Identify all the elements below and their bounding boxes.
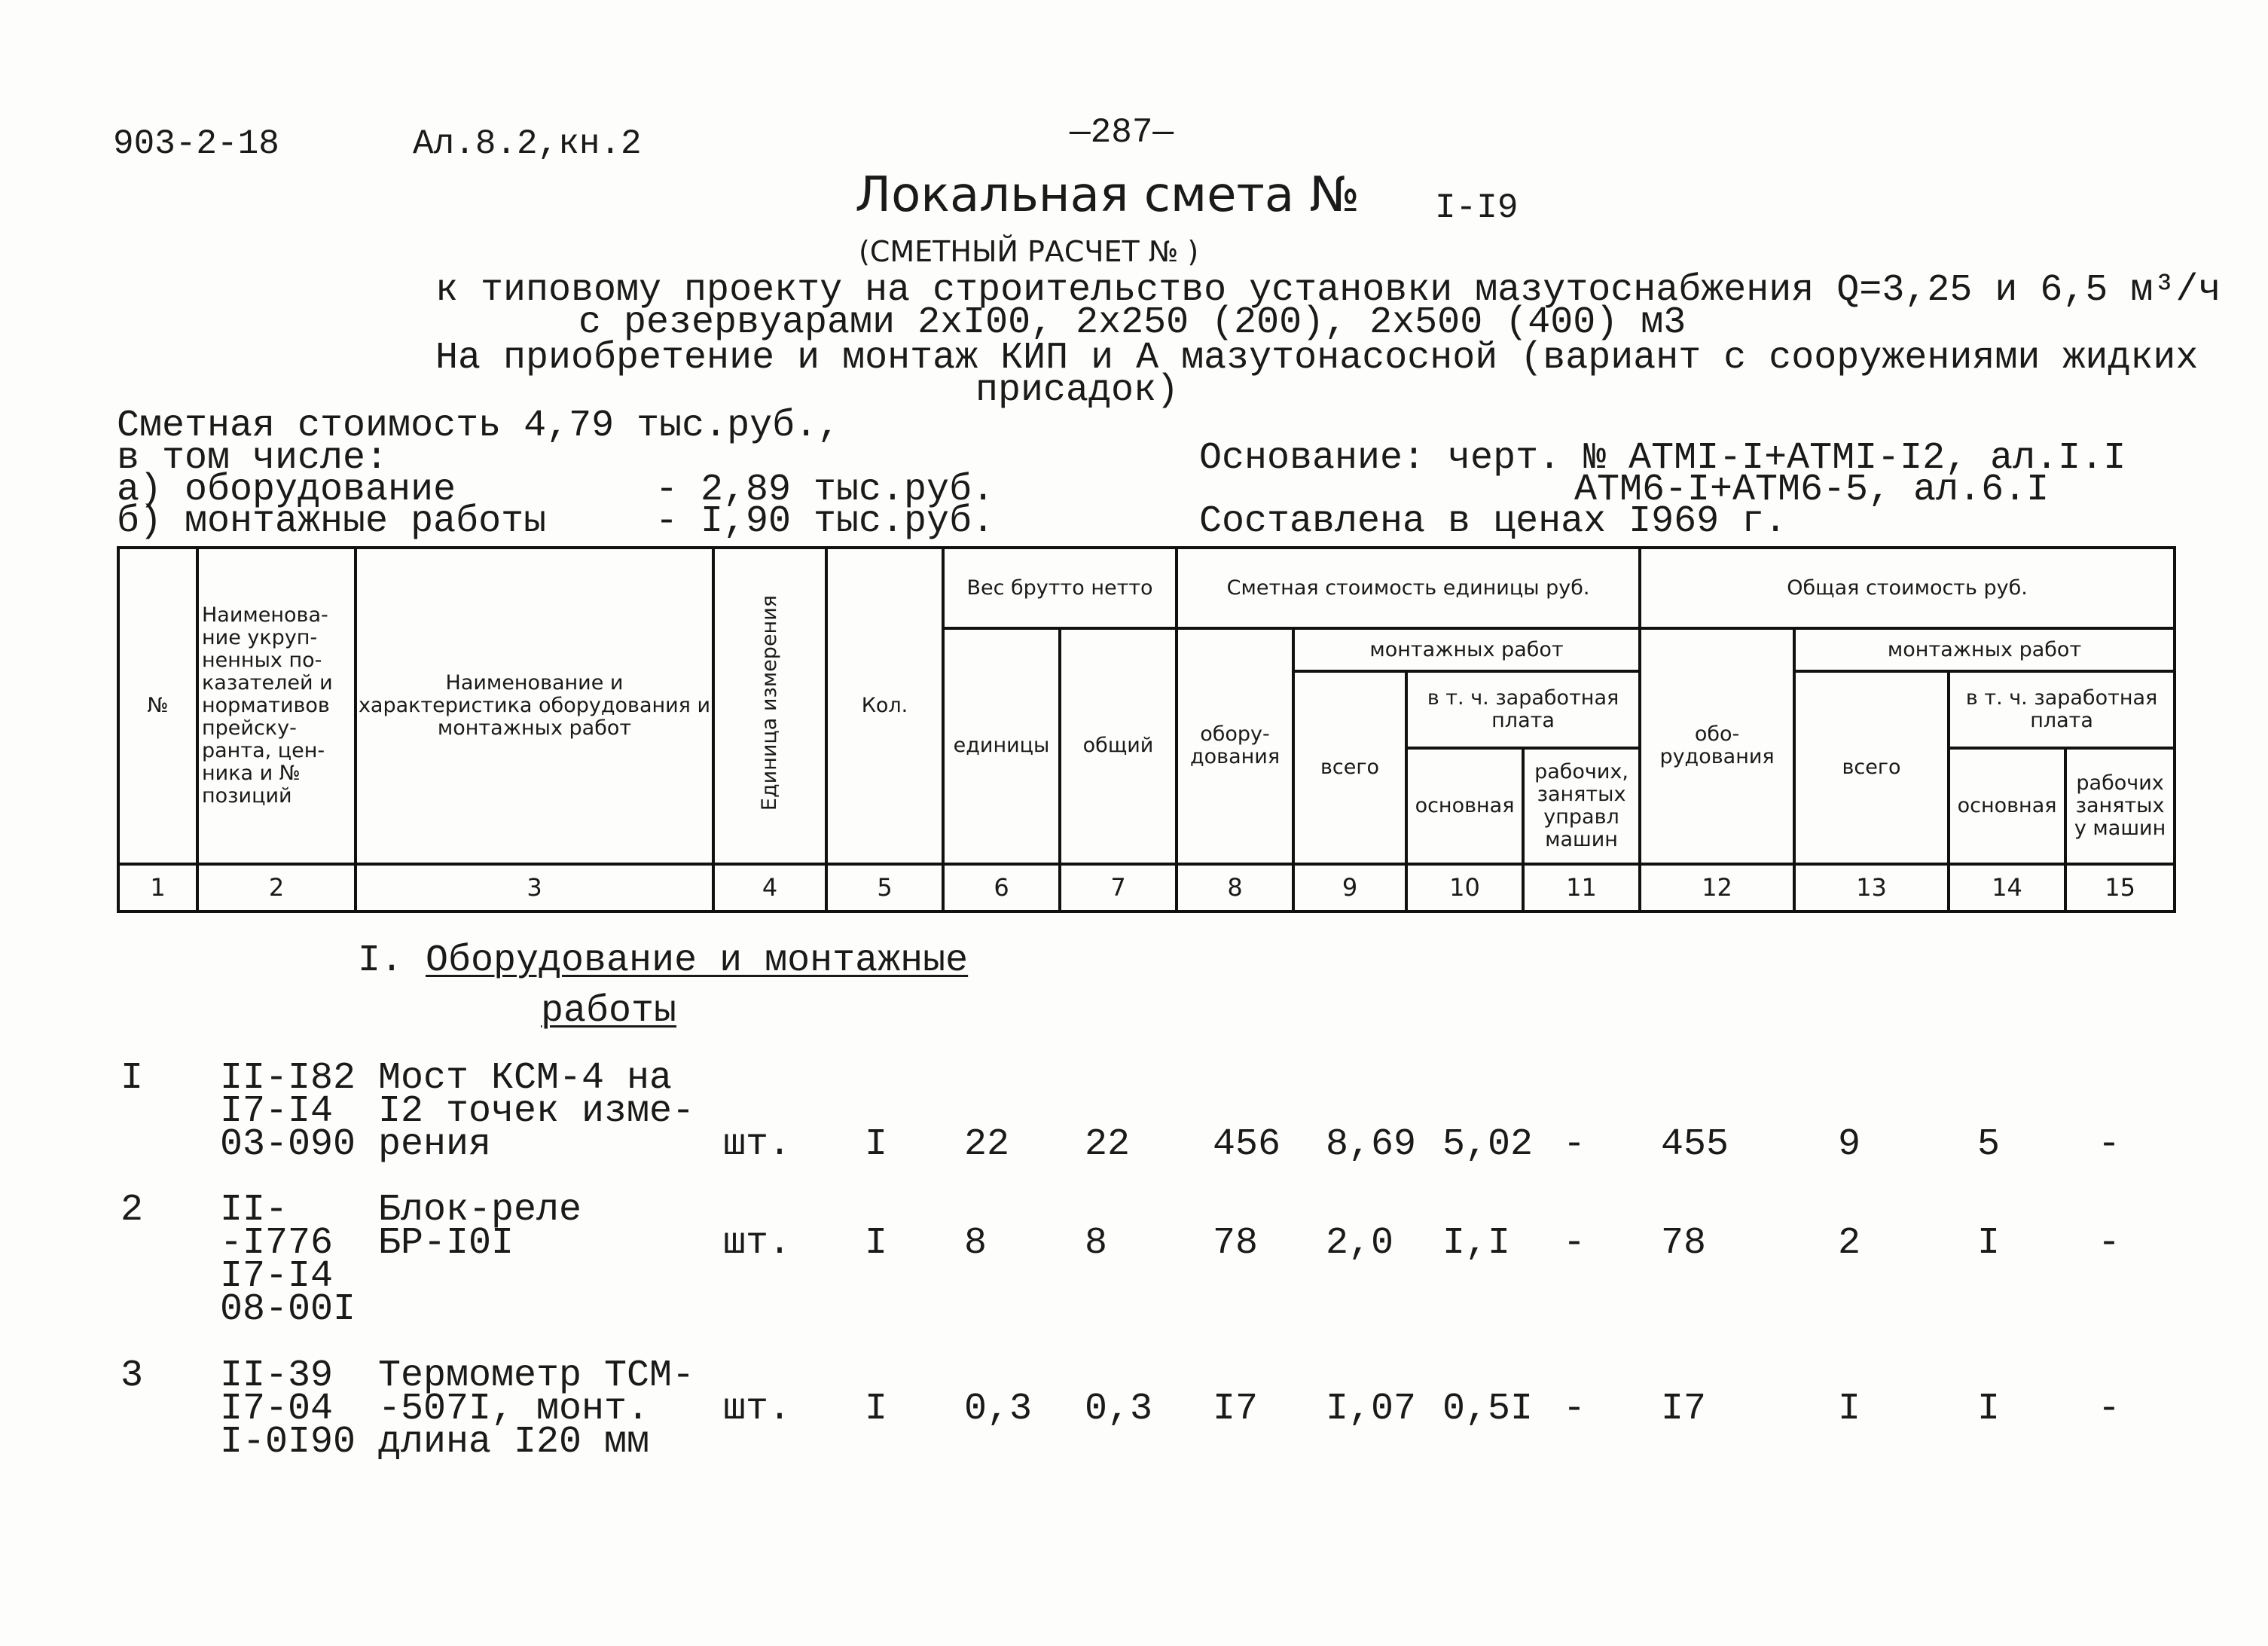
col-num-4: 4 (713, 864, 826, 912)
col-num-8: 8 (1177, 864, 1293, 912)
page-title: Локальная смета № (855, 167, 1360, 223)
col-num-10: 10 (1406, 864, 1523, 912)
row-2-name-line: Блок-реле (378, 1189, 582, 1232)
col-num-9: 9 (1293, 864, 1406, 912)
row-3-qty: I (865, 1388, 888, 1431)
col-num-13: 13 (1794, 864, 1949, 912)
equipment-cost-label: а) оборудование (117, 469, 456, 512)
row-1-c_base: 5,02 (1442, 1123, 1534, 1166)
row-1-code-line: 03-090 (220, 1123, 356, 1166)
weight-total-header: общий (1060, 628, 1177, 863)
row-1-t_all: 9 (1838, 1123, 1861, 1166)
row-2-w_unit: 8 (964, 1222, 987, 1265)
page-number: —287— (1070, 113, 1174, 152)
row-3-c_all: I,07 (1326, 1388, 1417, 1431)
total-cost-header: Общая стоимость руб. (1640, 548, 2175, 628)
row-2-c_all: 2,0 (1326, 1222, 1394, 1265)
row-1-w_total: 22 (1085, 1123, 1131, 1166)
row-3-name-line: -507I, монт. (378, 1388, 650, 1431)
section-heading-line1: Оборудование и монтажные (426, 939, 969, 982)
title-line-2: с резервуарами 2хI00, 2х250 (200), 2х500 (400) м3 (578, 301, 1687, 344)
total-all-header: всего (1794, 671, 1949, 864)
section-heading-line2: работы (541, 990, 677, 1033)
row-1-t_base: 5 (1977, 1123, 2001, 1166)
row-2-t_equip: 78 (1661, 1222, 1707, 1265)
row-3-c_base: 0,5I (1442, 1388, 1534, 1431)
row-1-c_all: 8,69 (1326, 1123, 1417, 1166)
row-3-t_base: I (1977, 1388, 2001, 1431)
row-1-name-line: рения (378, 1123, 492, 1166)
unit-equip-header: обору-дования (1177, 628, 1293, 863)
row-3-t_all: I (1838, 1388, 1861, 1431)
row-3-name-line: длина I20 мм (378, 1421, 650, 1464)
total-base-header: основная (1949, 748, 2065, 863)
row-3-c_work: - (1563, 1388, 1586, 1431)
row-1-qty: I (865, 1123, 888, 1166)
row-1-c_work: - (1563, 1123, 1586, 1166)
row-1-code-line: I7-I4 (220, 1090, 334, 1133)
col-num-11: 11 (1523, 864, 1640, 912)
basis-line-2: АТМ6-I+АТМ6-5, ал.6.I (1574, 469, 2050, 512)
col-num-15: 15 (2065, 864, 2175, 912)
price-basis: Составлена в ценах I969 г. (1199, 500, 1787, 543)
row-2-t_base: I (1977, 1222, 2001, 1265)
total-cost: Сметная стоимость 4,79 тыс.руб., (117, 405, 841, 447)
row-2-c_equip: 78 (1213, 1222, 1259, 1265)
col-num-7: 7 (1060, 864, 1177, 912)
unit-header-text: Единица измерения (758, 595, 781, 811)
row-1-w_unit: 22 (964, 1123, 1010, 1166)
row-3-t_equip: I7 (1661, 1388, 1707, 1431)
col-number-header: № (118, 548, 197, 864)
row-1-t_work: - (2098, 1123, 2121, 1166)
total-wage-header: в т. ч. заработная плата (1949, 671, 2175, 748)
row-2-t_work: - (2098, 1222, 2121, 1265)
col-num-5: 5 (826, 864, 943, 912)
row-2-code-line: 08-00I (220, 1288, 356, 1331)
row-1-n: I (121, 1057, 144, 1100)
calc-subtitle: (СМЕТНЫЙ РАСЧЕТ № ) (859, 235, 1199, 268)
row-3-c_equip: I7 (1213, 1388, 1259, 1431)
col-norm-header: Наименова-ние укруп-ненных по-казателей и нормативов прейску-ранта, цен-ника и № позиций (197, 548, 356, 864)
total-equip-header: обо-рудования (1640, 628, 1794, 863)
row-3-w_total: 0,3 (1085, 1388, 1153, 1431)
row-3-name-line: Термометр ТСМ- (378, 1354, 695, 1397)
col-num-14: 14 (1949, 864, 2065, 912)
row-2-c_work: - (1563, 1222, 1586, 1265)
row-1-code-line: II-I82 (220, 1057, 356, 1100)
unit-workers-header: рабочих, занятых управл машин (1523, 748, 1640, 863)
col-num-2: 2 (197, 864, 356, 912)
row-3-code-line: I-0I90 (220, 1421, 356, 1464)
row-1-name-line: Мост КСМ-4 на (378, 1057, 673, 1100)
row-2-name-line: БР-I0I (378, 1222, 514, 1265)
weight-unit-header: единицы (943, 628, 1060, 863)
title-line-3: На приобретение и монтаж КИП и А мазутонасосной (вариант с сооружениями жидких (435, 337, 2199, 380)
row-3-unit: шт. (723, 1388, 792, 1431)
title-line-1: к типовому проекту на строительство установки мазутоснабжения Q=3,25 и 6,5 м³/ч (435, 269, 2221, 312)
including-label: в том числе: (117, 437, 389, 480)
row-2-qty: I (865, 1222, 888, 1265)
mounting-cost-label: б) монтажные работы (117, 500, 547, 543)
col-unit-header (713, 548, 826, 864)
row-2-t_all: 2 (1838, 1222, 1861, 1265)
basis-line-1: Основание: черт. № АТМI-I+АТМI-I2, ал.I.I (1199, 437, 2126, 480)
row-3-code-line: II-39 (220, 1354, 334, 1397)
row-2-code-line: -I776 (220, 1222, 334, 1265)
row-3-w_unit: 0,3 (964, 1388, 1033, 1431)
unit-mount-header: монтажных работ (1293, 628, 1640, 670)
row-3-n: 3 (121, 1354, 144, 1397)
estimate-header-table (117, 546, 2176, 913)
row-1-t_equip: 455 (1661, 1123, 1729, 1166)
total-mount-header: монтажных работ (1794, 628, 2175, 670)
row-2-w_total: 8 (1085, 1222, 1108, 1265)
section-heading (358, 939, 969, 982)
mounting-cost-value: - I,90 тыс.руб. (655, 500, 995, 543)
unit-cost-header: Сметная стоимость единицы руб. (1177, 548, 1640, 628)
row-2-c_base: I,I (1442, 1222, 1511, 1265)
document-code: 903-2-18 (113, 124, 279, 163)
row-1-unit: шт. (723, 1123, 792, 1166)
row-2-unit: шт. (723, 1222, 792, 1265)
row-3-t_work: - (2098, 1388, 2121, 1431)
section-prefix: I. (358, 939, 426, 982)
col-qty-header: Кол. (826, 548, 943, 864)
col-name-header: Наименование и характеристика оборудования и монтажных работ (356, 548, 713, 864)
col-num-6: 6 (943, 864, 1060, 912)
col-num-12: 12 (1640, 864, 1794, 912)
row-1-name-line: I2 точек изме- (378, 1090, 695, 1133)
unit-base-header: основная (1406, 748, 1523, 863)
row-2-n: 2 (121, 1189, 144, 1232)
row-2-code-line: II- (220, 1189, 288, 1232)
unit-wage-header: в т. ч. заработная плата (1406, 671, 1640, 748)
equipment-cost-value: - 2,89 тыс.руб. (655, 469, 995, 512)
row-2-code-line: I7-I4 (220, 1255, 334, 1298)
col-num-3: 3 (356, 864, 713, 912)
total-workers-header: рабочих занятых у машин (2065, 748, 2175, 863)
weight-header: Вес брутто нетто (943, 548, 1177, 628)
unit-all-header: всего (1293, 671, 1406, 864)
estimate-number: I-I9 (1435, 188, 1519, 228)
title-line-4: присадок) (975, 369, 1180, 412)
col-num-1: 1 (118, 864, 197, 912)
row-1-c_equip: 456 (1213, 1123, 1281, 1166)
album-ref: Ал.8.2,кн.2 (413, 124, 642, 163)
row-3-code-line: I7-04 (220, 1388, 334, 1431)
